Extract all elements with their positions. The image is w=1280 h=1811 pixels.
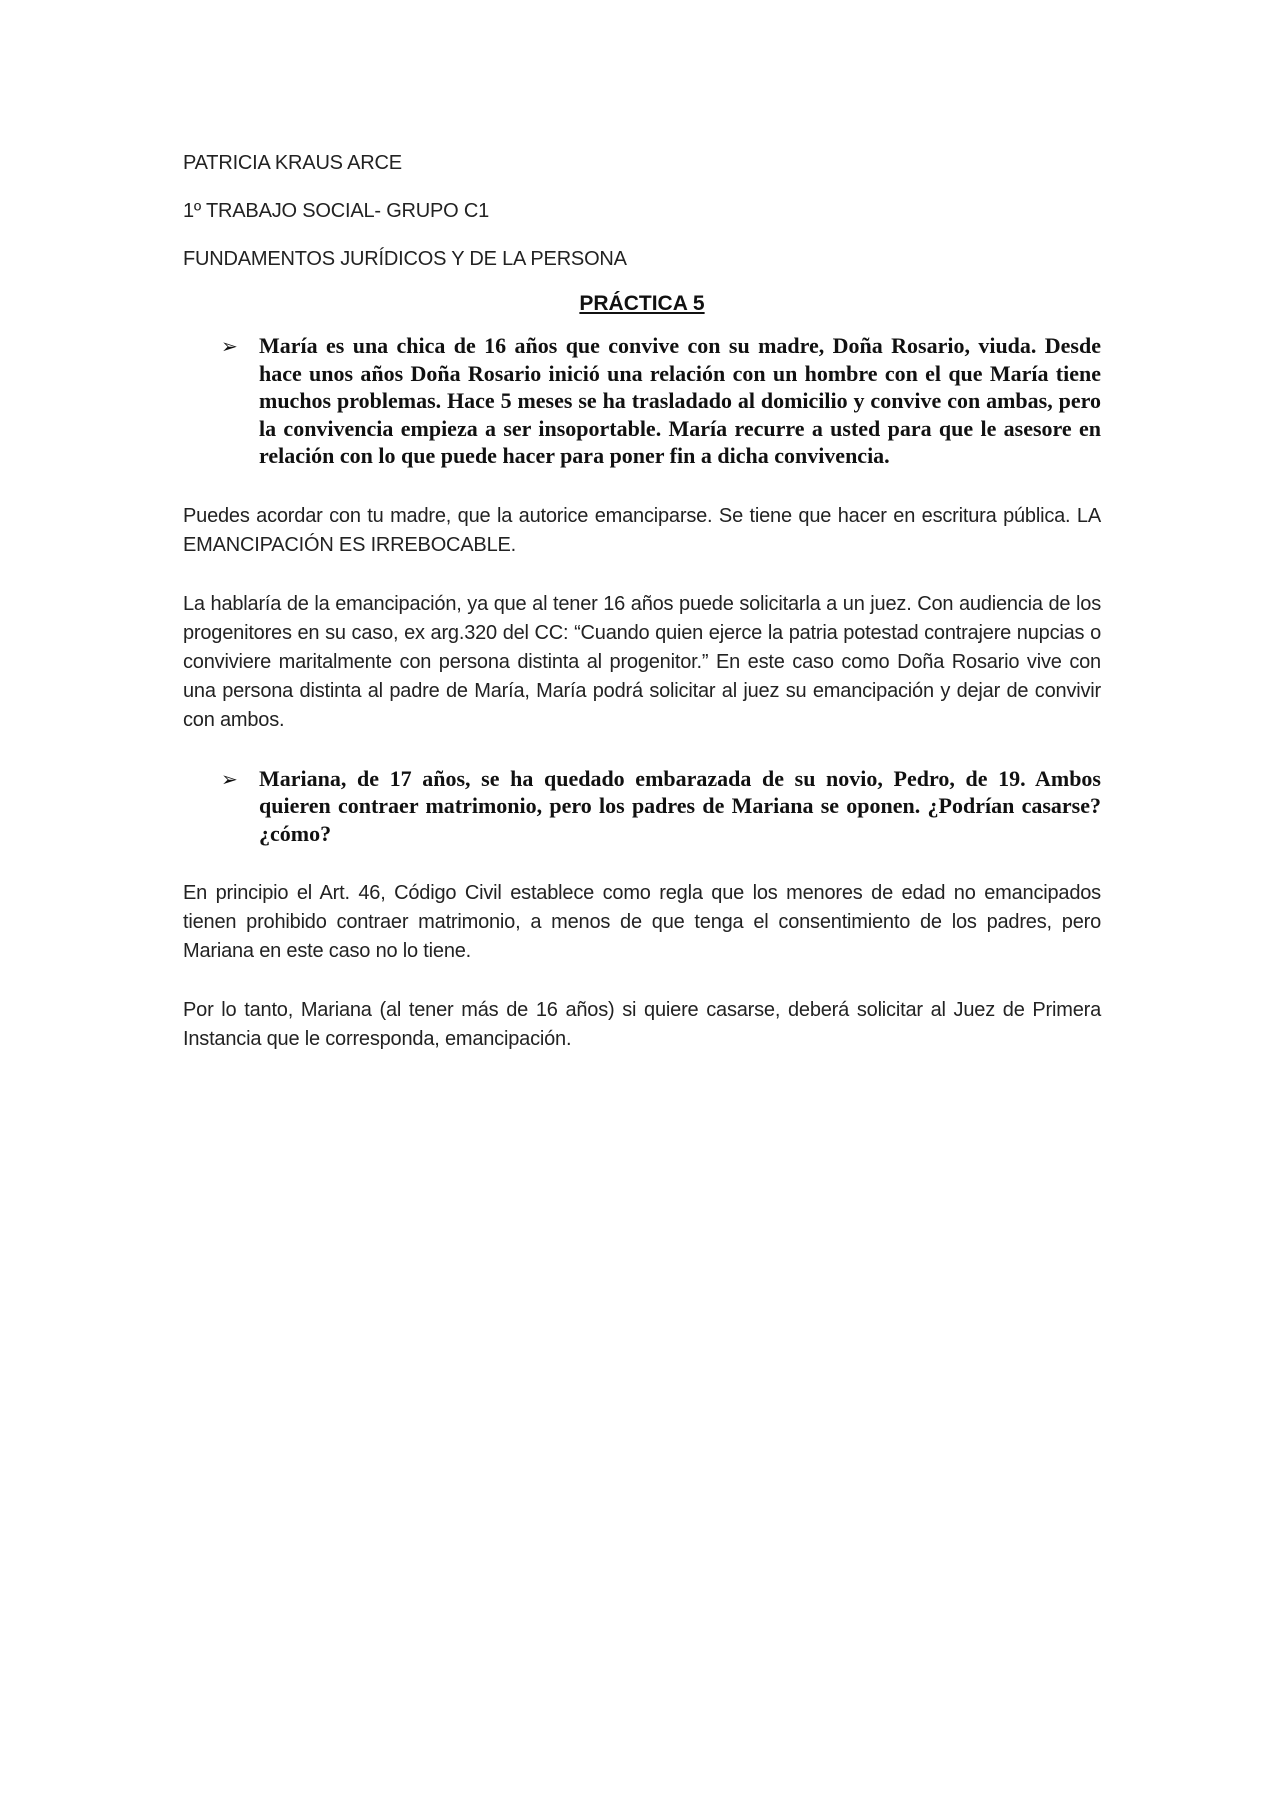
course-group: 1º TRABAJO SOCIAL- GRUPO C1 <box>183 200 490 222</box>
arrow-bullet-icon: ➢ <box>221 766 238 791</box>
subject-name: FUNDAMENTOS JURÍDICOS Y DE LA PERSONA <box>183 248 627 270</box>
case2-question: Mariana, de 17 años, se ha quedado embarazada de su novio, Pedro, de 19. Ambos quieren contraer matrimonio, pero los padres de Mariana se oponen. ¿Podrían casarse? ¿cómo? <box>259 765 1101 846</box>
case1-answer-paragraph-2: La hablaría de la emancipación, ya que al tener 16 años puede solicitarla a un juez. Con audiencia de los progenitores en su caso, ex arg.320 del CC: “Cuando quien ejerce la patria potestad contrajere nupcias o conviviere maritalmente con persona distinta al progenitor.” En este caso como Doña Rosario vive con una persona distinta al padre de María, María podrá solicitar al juez su emancipación y dejar de convivir con ambos. <box>183 592 1101 731</box>
document-body <box>183 150 1101 1084</box>
case2-question-block <box>221 765 1101 848</box>
case1-answer-paragraph-1: Puedes acordar con tu madre, que la autorice emanciparse. Se tiene que hacer en escritura pública. LA EMANCIPACIÓN ES IRREBOCABLE. <box>183 504 1101 556</box>
case1-question: María es una chica de 16 años que convive con su madre, Doña Rosario, viuda. Desde hace unos años Doña Rosario inició una relación con un hombre con el que María tiene muchos problemas. Hace 5 meses se ha trasladado al domicilio y convive con ambas, pero la convivencia empieza a ser insoportable. María recurre a usted para que le asesore en relación con lo que puede hacer para poner fin a dicha convivencia. <box>259 333 1101 468</box>
case1-question-block <box>221 332 1101 470</box>
case2-answer-paragraph-1: En principio el Art. 46, Código Civil establece como regla que los menores de edad no emancipados tienen prohibido contraer matrimonio, a menos de que tenga el consentimiento de los padres, pero Mariana en este caso no lo tiene. <box>183 882 1101 962</box>
page-title: PRÁCTICA 5 <box>579 292 705 315</box>
case2-answer-paragraph-2: Por lo tanto, Mariana (al tener más de 16 años) si quiere casarse, deberá solicitar al Juez de Primera Instancia que le corresponda, emancipación. <box>183 999 1101 1050</box>
arrow-bullet-icon: ➢ <box>221 334 238 358</box>
author-name: PATRICIA KRAUS ARCE <box>183 152 402 174</box>
